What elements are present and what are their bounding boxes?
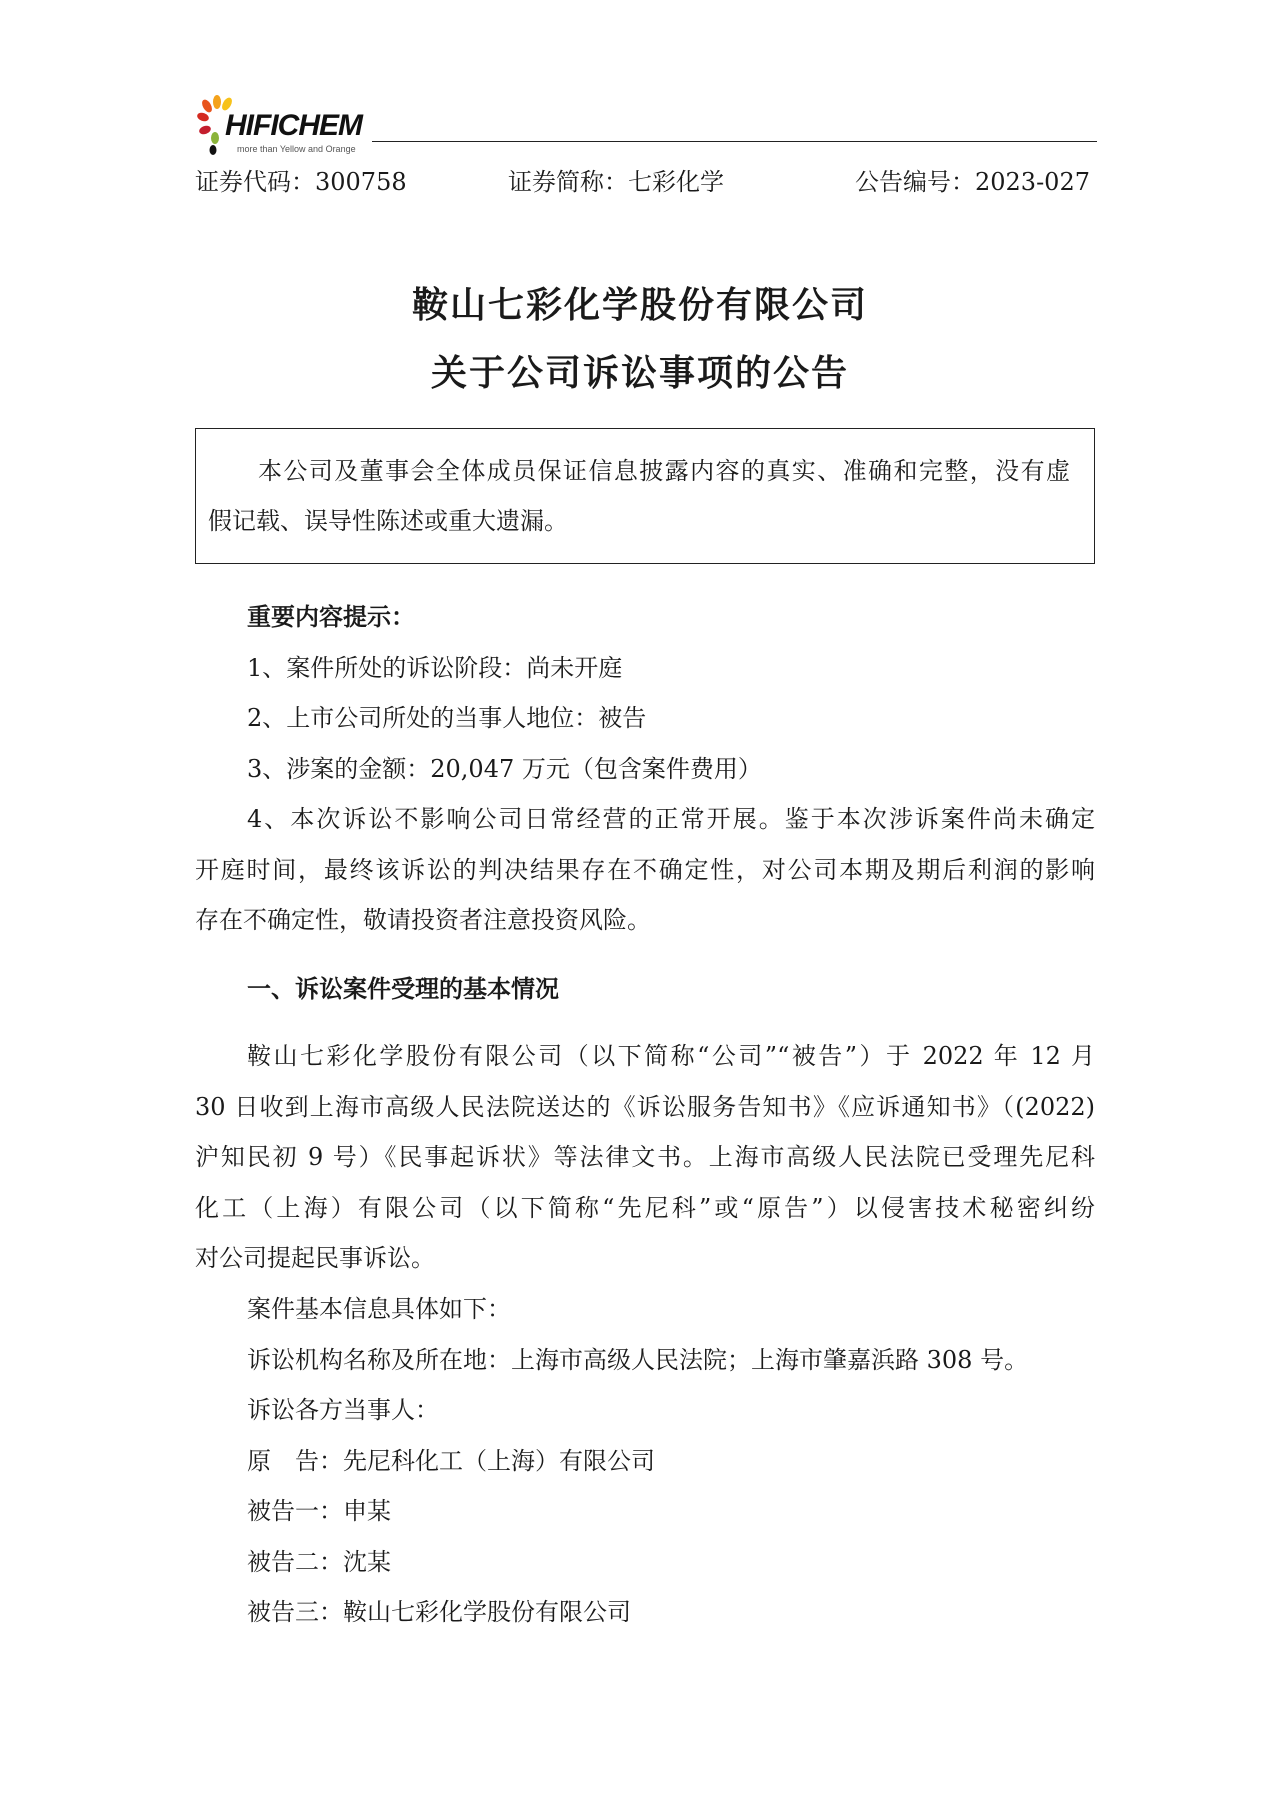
board-statement-box [195,428,1095,564]
court-info: 诉讼机构名称及所在地：上海市高级人民法院；上海市肇嘉浜路 308 号。 [247,1346,1029,1374]
highlight-item: 3、涉案的金额：20,047 万元（包含案件费用） [247,755,762,783]
paragraph-line: 鞍山七彩化学股份有限公司（以下简称“公司”“被告”）于 2022 年 12 月 [247,1042,1095,1070]
paragraph-line: 化工（上海）有限公司（以下简称“先尼科”或“原告”）以侵害技术秘密纠纷 [195,1194,1095,1222]
paragraph-line: 沪知民初 9 号）《民事起诉状》等法律文书。上海市高级人民法院已受理先尼科 [195,1143,1095,1171]
hifichem-logo [195,92,380,162]
svg-text:HIFICHEM: HIFICHEM [225,109,362,142]
security-abbreviation: 证券简称：七彩化学 [508,168,724,196]
announcement-number: 公告编号：2023-027 [855,168,1090,196]
defendant-one: 被告一：申某 [247,1497,391,1525]
highlights-heading: 重要内容提示： [247,603,415,631]
security-code: 证券代码：300758 [195,168,407,196]
announcement-title: 关于公司诉讼事项的公告 [430,353,849,394]
statement-line: 假记载、误导性陈述或重大遗漏。 [208,507,568,535]
highlight-item: 1、案件所处的诉讼阶段：尚未开庭 [247,654,623,682]
defendant-three: 被告三：鞍山七彩化学股份有限公司 [247,1598,631,1626]
paragraph-line: 案件基本信息具体如下： [247,1295,511,1323]
paragraph-line: 30 日收到上海市高级人民法院送达的《诉讼服务告知书》《应诉通知书》（(2022) [195,1093,1095,1121]
svg-text:more than Yellow and Orange: more than Yellow and Orange [237,144,356,154]
header-divider [372,141,1097,142]
paragraph-line: 对公司提起民事诉讼。 [195,1244,435,1272]
highlight-item: 存在不确定性，敬请投资者注意投资风险。 [195,906,651,934]
statement-line: 本公司及董事会全体成员保证信息披露内容的真实、准确和完整，没有虚 [258,457,1070,485]
defendant-two: 被告二：沈某 [247,1548,391,1576]
company-title: 鞍山七彩化学股份有限公司 [411,285,868,326]
parties-heading: 诉讼各方当事人： [247,1396,439,1424]
plaintiff: 原 告：先尼科化工（上海）有限公司 [247,1447,655,1475]
highlight-item: 开庭时间，最终该诉讼的判决结果存在不确定性，对公司本期及期后利润的影响 [195,856,1095,884]
highlight-item: 2、上市公司所处的当事人地位：被告 [247,704,647,732]
highlight-item: 4、本次诉讼不影响公司日常经营的正常开展。鉴于本次涉诉案件尚未确定 [247,805,1095,833]
section-heading: 一、诉讼案件受理的基本情况 [247,975,559,1003]
